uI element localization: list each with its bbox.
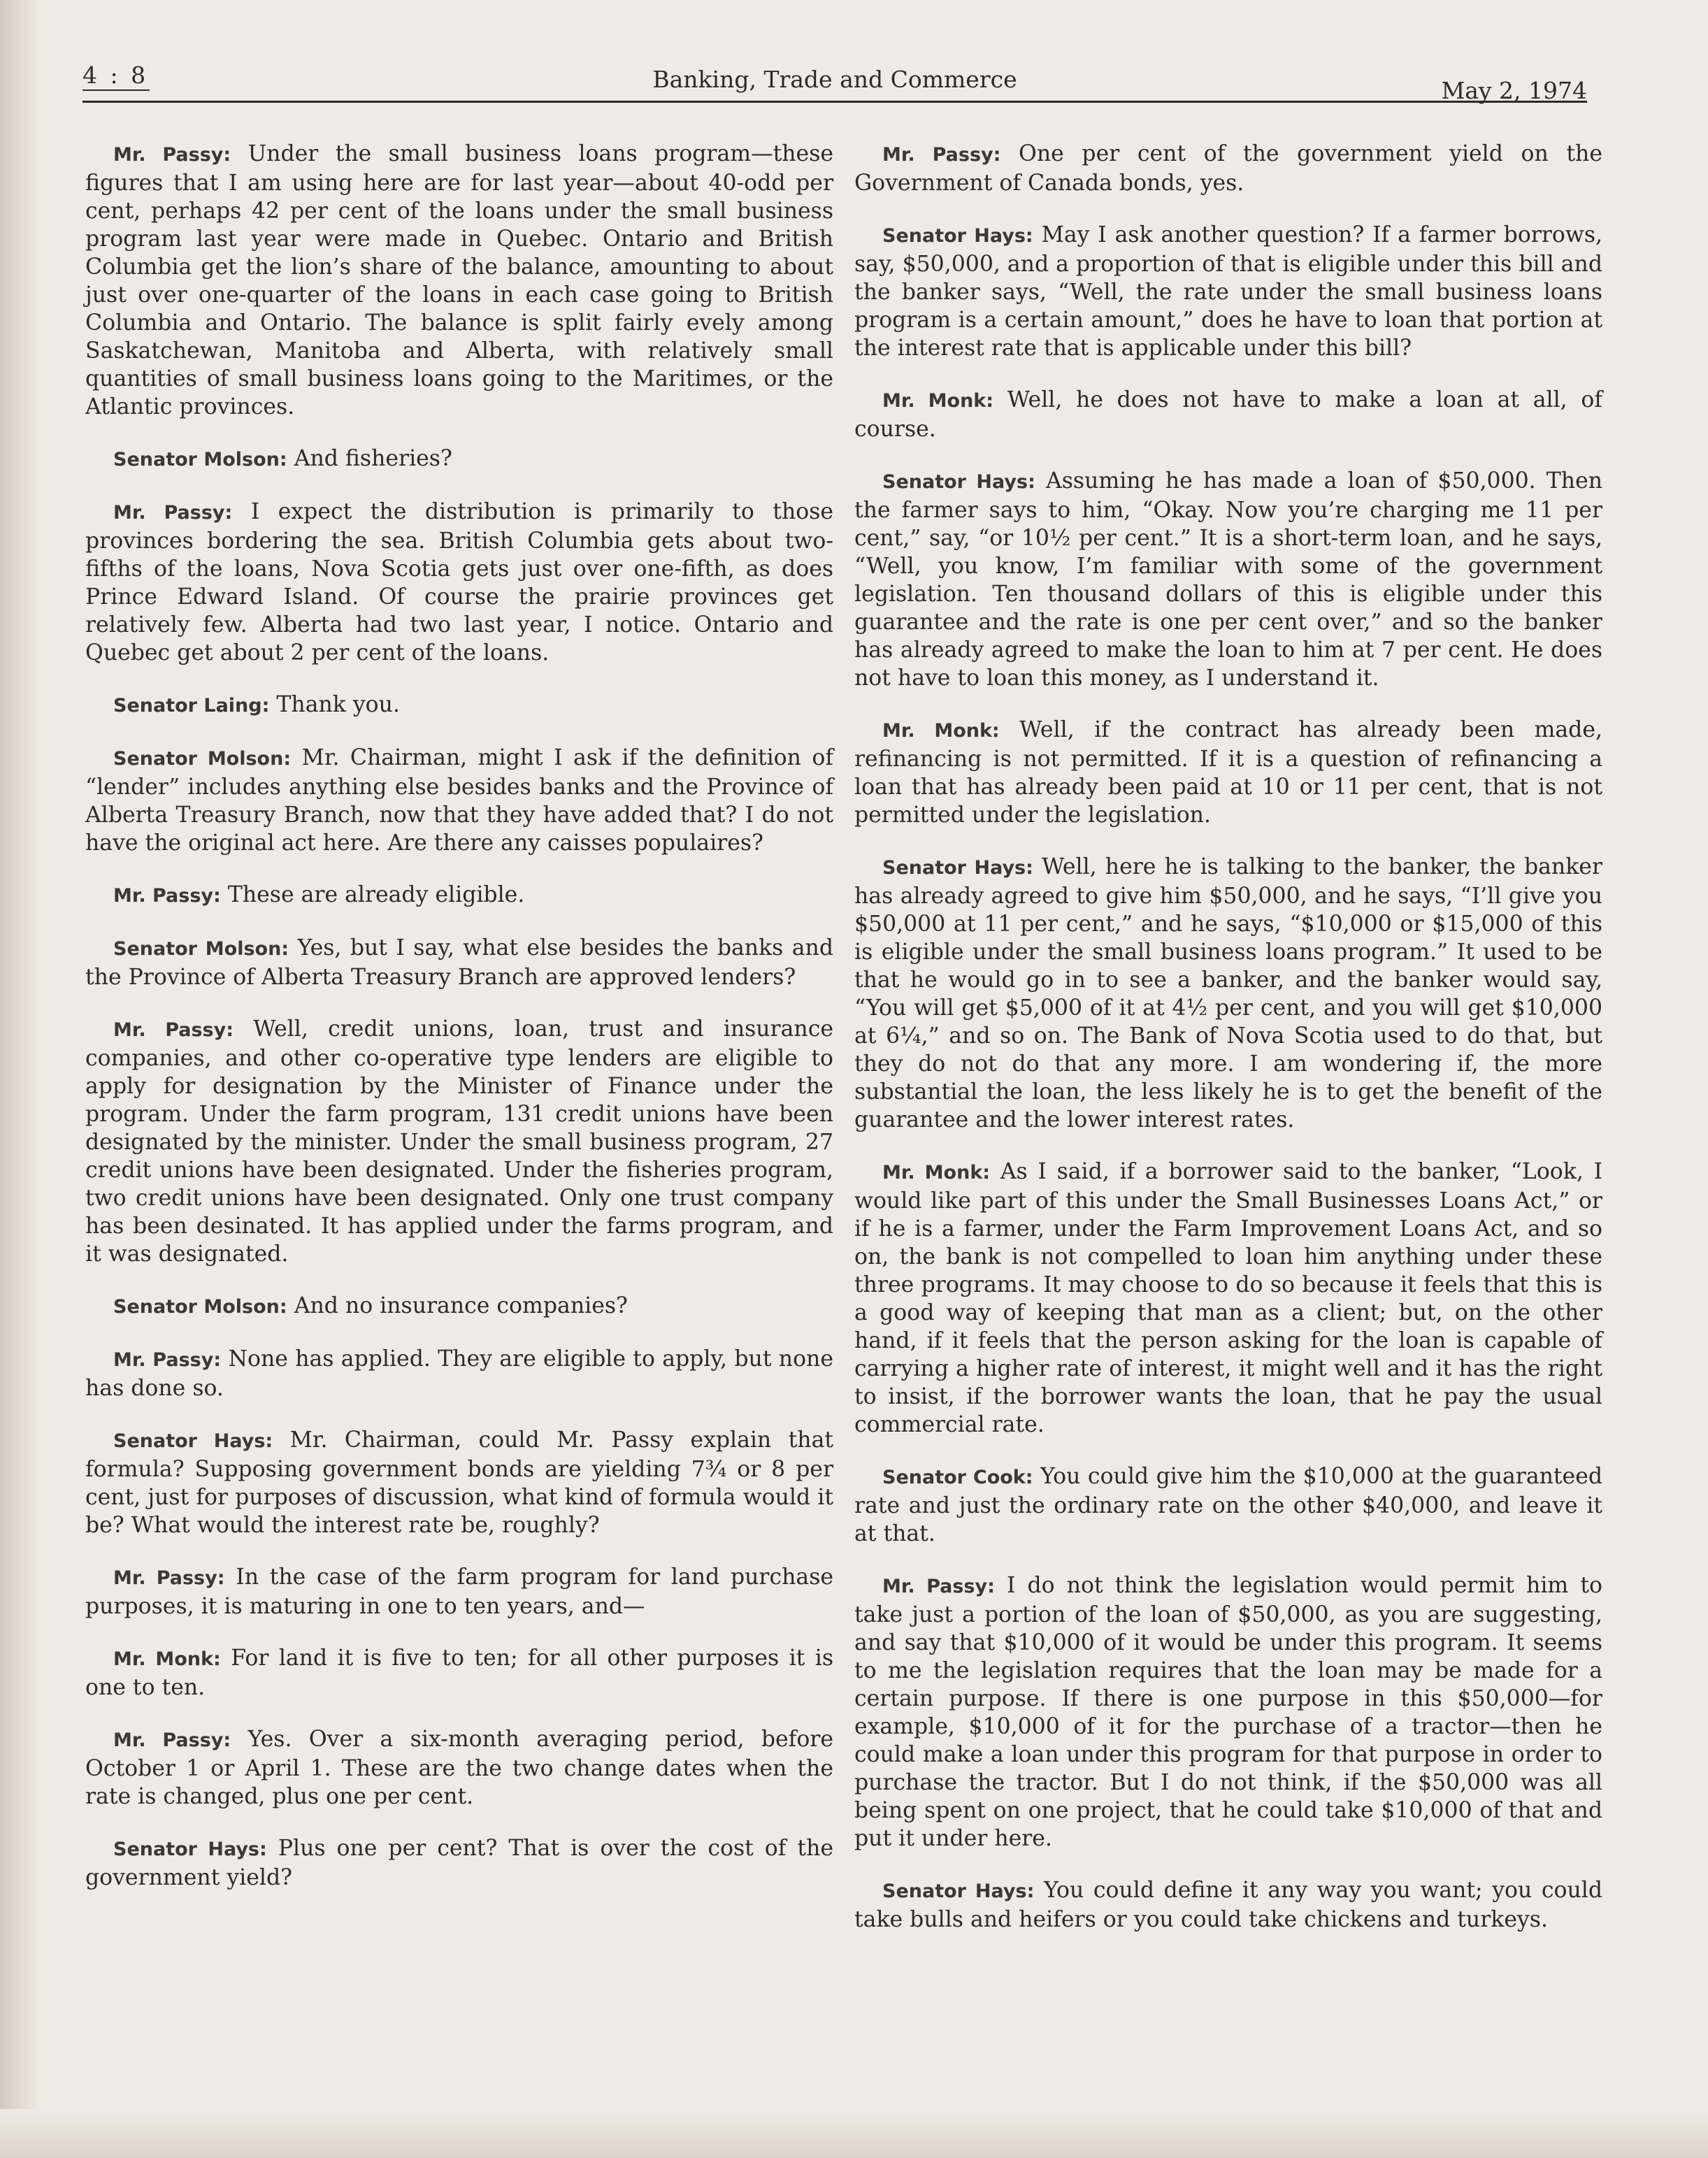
speaker-name: Senator Molson: [113,748,292,770]
speech-text: Yes. Over a six-month averaging period, before October 1 or April 1. These are the two change dates when the rate is changed, plus one per cent. [85,1727,833,1809]
speech-text: You could define it any way you want; you could take bulls and heifers or you could take chickens and turkeys. [854,1878,1602,1932]
speaker-name: Mr. Passy: [882,144,1001,166]
right-column [854,140,1602,2111]
transcript-paragraph [85,1292,833,1321]
transcript-paragraph [854,386,1602,443]
speaker-name: Mr. Passy: [113,1729,231,1751]
transcript-paragraph [85,498,833,667]
transcript-paragraph [85,744,833,857]
transcript-paragraph [85,1015,833,1268]
speaker-name: Senator Molson: [113,449,287,470]
speaker-name: Mr. Monk: [882,720,1000,742]
speaker-name: Mr. Passy: [113,502,233,524]
speaker-name: Senator Molson: [113,1296,287,1318]
speaker-name: Senator Hays: [113,1839,267,1860]
speaker-name: Mr. Monk: [882,390,994,412]
speech-text: Plus one per cent? That is over the cost of the government yield? [85,1836,834,1890]
speech-text: I expect the distribution is primarily to those provinces bordering the sea. British Columbia gets about two-fifths of the loans, Nova Scotia gets just over one-fifth, as does Prince Edward Island. Of course the prairie provinces get relatively few. Alberta had two last year, I notice. Ontario and Quebec get about 2 per cent of the loans. [85,499,833,666]
page-number: 4 : 8 [82,62,149,89]
speaker-name: Senator Molson: [113,938,289,960]
speech-text: I do not think the legislation would permit him to take just a portion of the loan of $50,000, as you are suggesting, and say that $10,000 of it would be under this program. It seems to me the legislation requires that the loan may be made for a certain purpose. If there is one purpose in this $50,000—for example, $10,000 of it for the purchase of a tractor—then he could make a loan under this program for that purpose in order to purchase the tractor. But I do not think, if the $50,000 was all being spent on one project, that he could take $10,000 of that and put it under here. [854,1573,1602,1851]
running-title: Banking, Trade and Commerce [652,66,1017,93]
speech-text: Mr. Chairman, could Mr. Passy explain that formula? Supposing government bonds are yielding 7¾ or 8 per cent, just for purposes of discussion, what kind of formula would it be? What would the interest rate be, roughly? [85,1427,834,1538]
page-left-shadow [0,0,42,2158]
page-bottom-shadow [0,2109,1708,2158]
speech-text: Mr. Chairman, might I ask if the definition of “lender” includes anything else besides banks and the Province of Alberta Treasury Branch, now that they have added that? I do not have the original act here. Are there any caisses populaires? [85,745,834,856]
speech-text: May I ask another question? If a farmer borrows, say, $50,000, and a proportion of that is eligible under this bill and the banker says, “Well, the rate under the small business loans program is a certain amount,” does he have to loan that portion at the interest rate that is applicable under this bill? [854,222,1603,361]
page-date: May 2, 1974 [1441,77,1587,104]
transcript-paragraph [854,221,1602,362]
transcript-paragraph [854,1571,1602,1853]
speech-text: Well, credit unions, loan, trust and insurance companies, and other co-operative type lenders are eligible to apply for designation by the Minister of Finance under the program. Under the farm program, 131 credit unions have been designated by the minister. Under the small business program, 27 credit unions have been designated. Under the fisheries program, two credit unions have been designated. Only one trust company has been desinated. It has applied under the farms program, and it was designated. [85,1016,833,1267]
speech-text: And fisheries? [294,446,452,471]
speaker-name: Senator Laing: [113,695,270,717]
transcript-paragraph [854,467,1602,692]
speech-text: As I said, if a borrower said to the banker, “Look, I would like part of this under the Small Businesses Loans Act,” or if he is a farmer, under the Farm Improvement Loans Act, and so on, the bank is not compelled to loan him anything under these three programs. It may choose to do so because it feels that this is a good way of keeping that man as a client; but, on the other hand, if it feels that the person asking for the loan is capable of carrying a higher rate of interest, it might well and it has the right to insist, if the borrower wants the loan, that he pay the usual commercial rate. [854,1159,1603,1437]
speaker-name: Senator Hays: [882,225,1033,247]
transcript-paragraph [85,1834,833,1892]
speech-text: One per cent of the government yield on the Government of Canada bonds, yes. [854,141,1602,196]
transcript-paragraph [854,1876,1602,1934]
speech-text: Thank you. [276,692,400,717]
speaker-name: Mr. Passy: [113,1349,222,1371]
transcript-paragraph [85,445,833,474]
speaker-name: Mr. Monk: [882,1162,991,1184]
transcript-paragraph [85,881,833,910]
speaker-name: Mr. Passy: [113,885,221,907]
speaker-name: Senator Hays: [882,857,1033,879]
header-rule [82,101,1587,103]
speech-text: Well, he does not have to make a loan at all, of course. [854,387,1603,442]
speech-text: None has applied. They are eligible to apply, but none has done so. [85,1346,833,1401]
speech-text: Under the small business loans program—these figures that I am using here are for last year—about 40-odd per cent, perhaps 42 per cent of the loans under the small business program last year were made in Quebec. Ontario and British Columbia get the lion’s share of the balance, amounting to about just over one-quarter of the loans in each case going to British Columbia and Ontario. The balance is split fairly evely among Saskatchewan, Manitoba and Alberta, with relatively small quantities of small business loans going to the Maritimes, or the Atlantic provinces. [85,141,833,419]
speech-text: These are already eligible. [227,882,525,907]
speech-text: Assuming he has made a loan of $50,000. Then the farmer says to him, “Okay. Now you’re charging me 11 per cent,” say, “or 10½ per cent.” It is a short-term loan, and he says, “Well, you know, I’m familiar with some of the government legislation. Ten thousand dollars of this is eligible under this guarantee and the rate is one per cent over,” and so the banker has already agreed to make the loan to him at 7 per cent. He does not have to loan this money, as I understand it. [854,468,1603,691]
speaker-name: Senator Hays: [113,1430,273,1452]
speaker-name: Senator Hays: [882,1880,1035,1902]
transcript-paragraph [85,1426,833,1539]
speaker-name: Mr. Passy: [113,1567,225,1589]
speaker-name: Mr. Passy: [882,1576,995,1597]
transcript-paragraph [854,853,1602,1134]
transcript-paragraph [854,716,1602,829]
speaker-name: Mr. Monk: [113,1648,221,1670]
speech-text: Well, if the contract has already been made, refinancing is not permitted. If it is a question of refinancing a loan that has already been paid at 10 or 11 per cent, that is not permitted under the legislation. [854,717,1602,828]
speech-text: You could give him the $10,000 at the guaranteed rate and just the ordinary rate on the other $40,000, and leave it at that. [854,1464,1602,1546]
transcript-paragraph [85,140,833,421]
speech-text: Yes, but I say, what else besides the banks and the Province of Alberta Treasury Branch are approved lenders? [85,935,833,990]
speaker-name: Senator Hays: [882,471,1035,493]
transcript-paragraph [85,934,833,991]
speech-text: In the case of the farm program for land purchase purposes, it is maturing in one to ten years, and— [85,1564,833,1619]
left-column [85,140,833,2111]
speaker-name: Mr. Passy: [113,1019,234,1041]
speech-text: For land it is five to ten; for all other purposes it is one to ten. [85,1646,833,1700]
transcript-paragraph [85,1644,833,1702]
speech-text: And no insurance companies? [294,1293,628,1318]
transcript-paragraph [85,1563,833,1620]
transcript-paragraph [85,1725,833,1811]
transcript-paragraph [854,1462,1602,1548]
transcript-paragraph [85,1345,833,1402]
speech-text: Well, here he is talking to the banker, the banker has already agreed to give him $50,000, and he says, “I’ll give you $50,000 at 11 per cent,” and he says, “$10,000 or $15,000 of this is eligible under the small business loans program.” It used to be that he would go in to see a banker, and the banker would say, “You will get $5,000 of it at 4½ per cent, and you will get $10,000 at 6¼,” and so on. The Bank of Nova Scotia used to do that, but they do not do that any more. I am wondering if, the more substantial the loan, the less likely he is to get the benefit of the guarantee and the lower interest rates. [854,854,1603,1132]
transcript-paragraph [854,1158,1602,1439]
page-header [82,62,1587,102]
transcript-paragraph [85,691,833,720]
speaker-name: Senator Cook: [882,1467,1033,1488]
speaker-name: Mr. Passy: [113,144,231,166]
transcript-paragraph [854,140,1602,197]
